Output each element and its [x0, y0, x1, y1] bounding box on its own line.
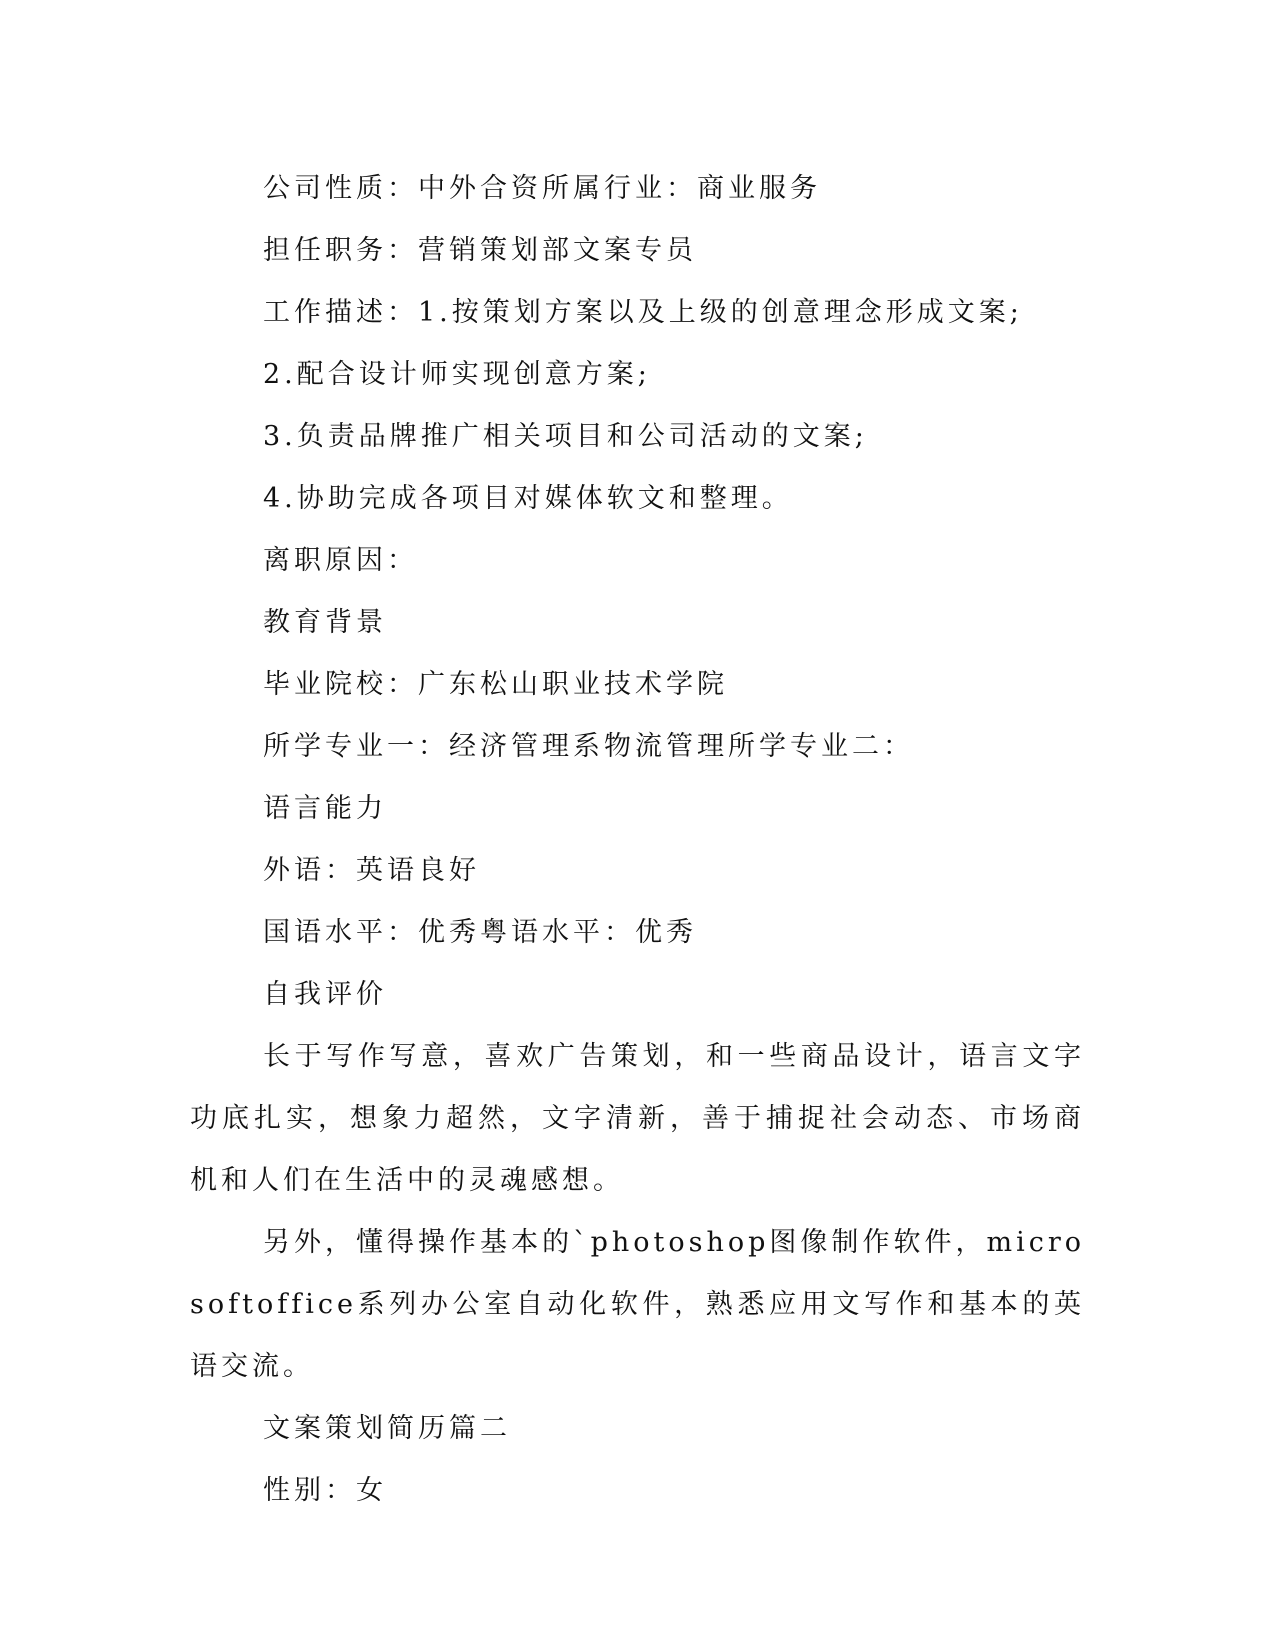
job-duty-3-line: 3.负责品牌推广相关项目和公司活动的文案; — [263, 421, 868, 452]
school-line: 毕业院校：广东松山职业技术学院 — [263, 669, 728, 700]
document-body — [190, 158, 1085, 1522]
company-nature-line: 公司性质：中外合资所属行业：商业服务 — [263, 173, 821, 204]
position-line: 担任职务：营销策划部文案专员 — [263, 235, 697, 266]
self-evaluation-paragraph: 长于写作写意，喜欢广告策划，和一些商品设计，语言文字功底扎实，想象力超然，文字清新，善于捕捉社会动态、市场商机和人们在生活中的灵魂感想。 — [190, 1041, 1085, 1196]
job-description-line: 工作描述：1.按策划方案以及上级的创意理念形成文案; — [263, 297, 1023, 328]
gender-line: 性别：女 — [263, 1475, 387, 1506]
job-duty-2-line: 2.配合设计师实现创意方案; — [263, 359, 651, 390]
language-heading: 语言能力 — [263, 793, 387, 824]
major-line: 所学专业一：经济管理系物流管理所学专业二： — [263, 731, 914, 762]
skills-paragraph: 另外，懂得操作基本的`photoshop图像制作软件，microsoftoffice系列办公室自动化软件，熟悉应用文写作和基本的英语交流。 — [190, 1227, 1085, 1382]
leave-reason-line: 离职原因： — [263, 545, 418, 576]
job-duty-4-line: 4.协助完成各项目对媒体软文和整理。 — [263, 483, 793, 514]
resume-section-title: 文案策划简历篇二 — [263, 1413, 511, 1444]
dialect-level-line: 国语水平：优秀粤语水平：优秀 — [263, 917, 697, 948]
education-heading: 教育背景 — [263, 607, 387, 638]
self-evaluation-heading: 自我评价 — [263, 979, 387, 1010]
foreign-language-line: 外语：英语良好 — [263, 855, 480, 886]
